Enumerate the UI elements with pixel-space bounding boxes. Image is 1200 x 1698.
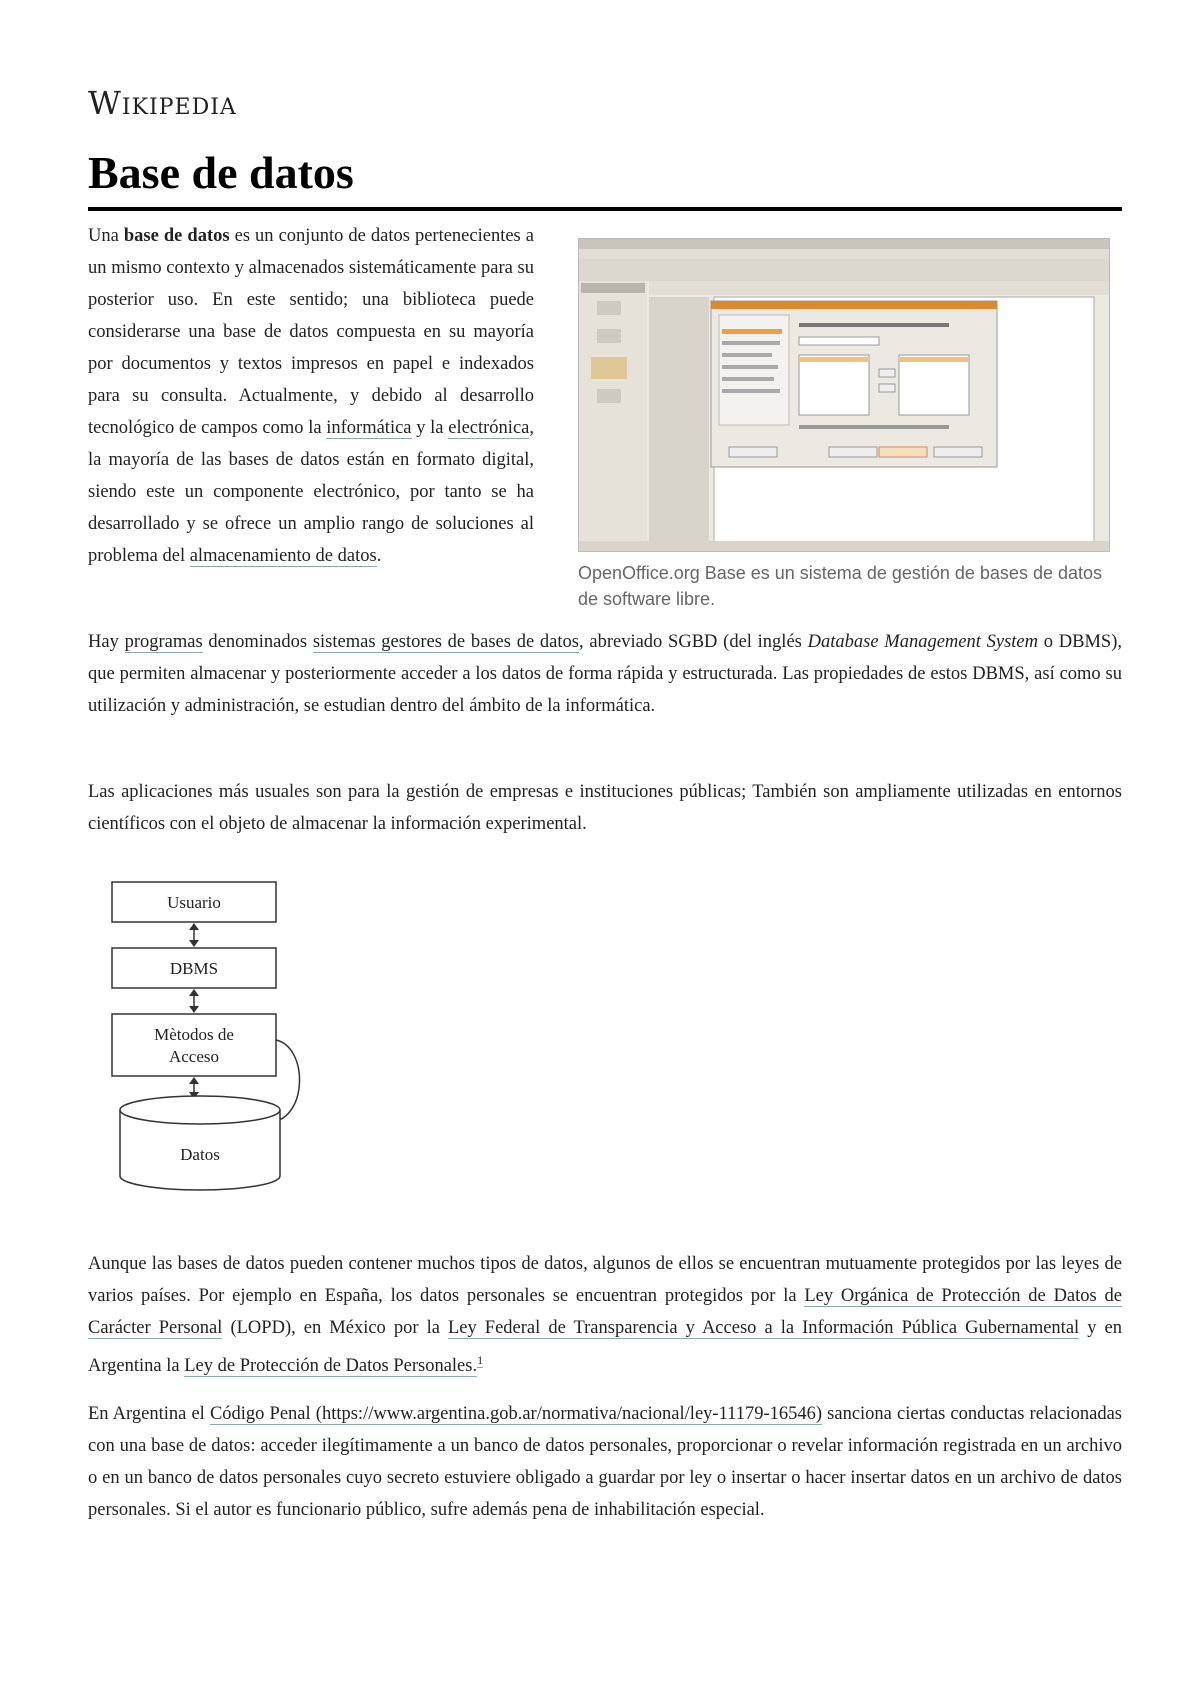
bold-term: base de datos [123,226,230,246]
intro-paragraph: Una base de datos es un conjunto de datos pertenecientes a un mismo contexto y almacenados sistemáticamente para su posterior uso. En este sentido; una biblioteca puede considerarse una base de datos compuesta en su mayoría por documentos y textos impresos en papel e indexados para su consulta. Actualmente, y debido al desarrollo tecnológico de campos como la informática y la electrónica, la mayoría de las bases de datos están en formato digital, siendo este un componente electrónico, por tanto se ha desarrollado y se ofrece un amplio rango de soluciones al problema del almacenamiento de datos. [88,226,535,566]
wikipedia-logo[interactable]: Wikipedia [88,84,237,122]
link-sistemas-gestores[interactable]: sistemas gestores de bases de datos [312,632,579,652]
label-datos: Datos [180,1145,220,1164]
figure-caption: OpenOffice.org Base es un sistema de gestión de bases de datos de software libre. [578,563,1102,609]
link-informatica[interactable]: informática [326,418,412,438]
link-programas[interactable]: programas [124,632,203,652]
link-ley-proteccion[interactable]: Ley de Protección de Datos Personales. [184,1356,478,1377]
box-metodos [112,1014,276,1076]
link-codigo-penal[interactable]: Código Penal (https://www.argentina.gob.ar/normativa/nacional/ley-11179-16546) [209,1404,823,1424]
link-lopd[interactable]: Ley Orgánica de Protección de Datos de Carácter Personal [88,1286,1122,1338]
italic-term: Database Management System [807,632,1038,652]
figure-openoffice [578,238,1122,612]
link-almacenamiento[interactable]: almacenamiento de datos [189,546,377,566]
paragraph-leyes: Aunque las bases de datos pueden contener muchos tipos de datos, algunos de ellos se encuentran mutuamente protegidos por las leyes de varios países. Por ejemplo en España, los datos personales se encuentran protegidos por la Ley Orgánica de Protección de Datos de Carácter Personal (LOPD), en México por la Ley Federal de Transparencia y Acceso a la Información Pública Gubernamental y en Argentina la Ley de Protección de Datos Personales.$^1$ [88,1254,1123,1377]
label-metodos-2: Acceso [168,1047,220,1066]
link-ley-federal[interactable]: Ley Federal de Transparencia y Acceso a la Información Pública Gubernamental [447,1318,1080,1338]
reference-1[interactable]: 1 [477,1353,484,1367]
title-rule [88,207,1122,211]
label-dbms: DBMS [169,959,219,978]
label-metodos-1: Mètodos de [154,1025,234,1044]
label-usuario: Usuario [167,893,221,912]
paragraph-sgbd: Hay programas denominados sistemas gestores de bases de datos, abreviado SGBD (del inglés Database Management System o DBMS), que permiten almacenar y posteriormente acceder a los datos de forma rápida y estructurada. Las propiedades de estos DBMS, así como su utilización y administración, se estudian dentro del ámbito de la informática. [88,632,1122,716]
paragraph-aplicaciones: Las aplicaciones más usuales son para la gestión de empresas e instituciones públicas; También son ampliamente utilizadas en entornos científicos con el objeto de almacenar la información experimental. [88,782,1122,834]
openoffice-screenshot[interactable] [578,238,1110,552]
link-electronica[interactable]: electrónica [448,418,530,438]
dbms-diagram [108,872,328,1202]
screenshot-drawing [579,239,1109,551]
page-title: Base de datos [88,147,354,198]
diagram-drawing [108,872,328,1202]
paragraph-codigo-penal: En Argentina el Código Penal (https://www.argentina.gob.ar/normativa/nacional/ley-11179-16546) sanciona ciertas conductas relacionadas con una base de datos: acceder ilegítimamente a un banco de datos personales, proporcionar o revelar información registrada en un archivo o en un banco de datos personales cuyo secreto estuviere obligado a guardar por ley o insertar o hacer insertar datos en un archivo de datos personales. Si el autor es funcionario público, sufre además pena de inhabilitación especial. [88,1404,1122,1520]
